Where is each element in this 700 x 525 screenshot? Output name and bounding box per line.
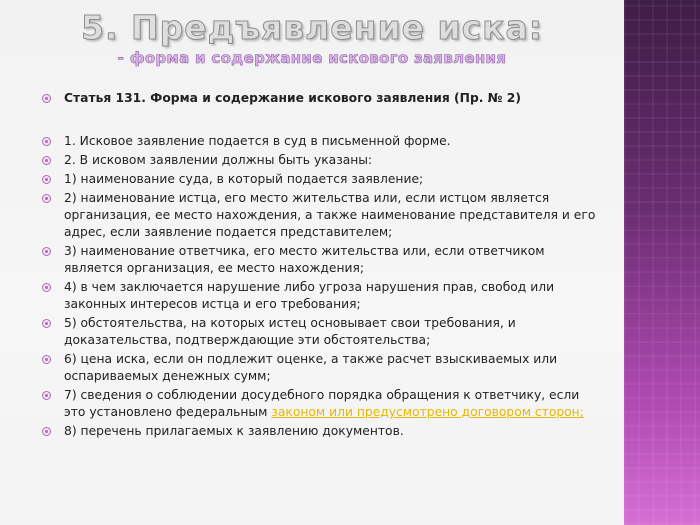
list-item-text: 4) в чем заключается нарушение либо угроза нарушения прав, свобод или законных интересов истца и его требования;: [64, 280, 555, 311]
list-item-text: 6) цена иска, если он подлежит оценке, а также расчет взыскиваемых или оспариваемых денежных сумм;: [64, 352, 558, 383]
bullet-icon: [42, 247, 51, 256]
list-item-text: 5) обстоятельства, на которых истец основывает свои требования, и доказательства, подтверждающие эти обстоятельства;: [64, 316, 516, 347]
bullet-icon: [42, 94, 51, 103]
list-item: [40, 171, 600, 188]
bullet-icon: [42, 319, 51, 328]
list-item: [40, 423, 600, 440]
bullet-icon: [42, 391, 51, 400]
list-item: [40, 190, 600, 241]
slide-title: 5. Предъявление иска:: [80, 8, 544, 47]
list-item-text: 1) наименование суда, в который подается заявление;: [64, 172, 424, 186]
bullet-icon: [42, 194, 51, 203]
bullet-icon: [42, 355, 51, 364]
list-item-article-heading: [40, 90, 600, 107]
list-item: [40, 243, 600, 277]
list-item-text: 3) наименование ответчика, его место жительства или, если ответчиком является организация, ее место нахождения;: [64, 244, 545, 275]
bullet-icon: [42, 283, 51, 292]
slide-subtitle: - форма и содержание искового заявления: [117, 49, 507, 67]
bullet-icon: [42, 175, 51, 184]
list-item-text: 7) сведения о соблюдении досудебного порядка обращения к ответчику, если это установлено федеральным: [64, 388, 580, 419]
list-item: [40, 133, 600, 150]
list-item: [40, 279, 600, 313]
list-item-text: 2. В исковом заявлении должны быть указаны:: [64, 153, 373, 167]
list-item: [40, 152, 600, 169]
bullet-icon: [42, 427, 51, 436]
bullet-icon: [42, 156, 51, 165]
list-item-text: Статья 131. Форма и содержание искового заявления (Пр. № 2): [64, 91, 521, 105]
list-item-text: 8) перечень прилагаемых к заявлению документов.: [64, 424, 404, 438]
law-link[interactable]: законом или предусмотрено договором сторон;: [271, 405, 584, 419]
list-item: [40, 351, 600, 385]
decorative-side-panel: [624, 0, 700, 525]
list-item-text: 1. Исковое заявление подается в суд в письменной форме.: [64, 134, 451, 148]
bullet-list: [40, 90, 600, 442]
list-item-text: 2) наименование истца, его место жительства или, если истцом является организация, ее место нахождения, а также наименование представителя и его адрес, если заявление подается представителем;: [64, 191, 596, 239]
list-item: [40, 315, 600, 349]
list-item: [40, 387, 600, 421]
bullet-icon: [42, 137, 51, 146]
